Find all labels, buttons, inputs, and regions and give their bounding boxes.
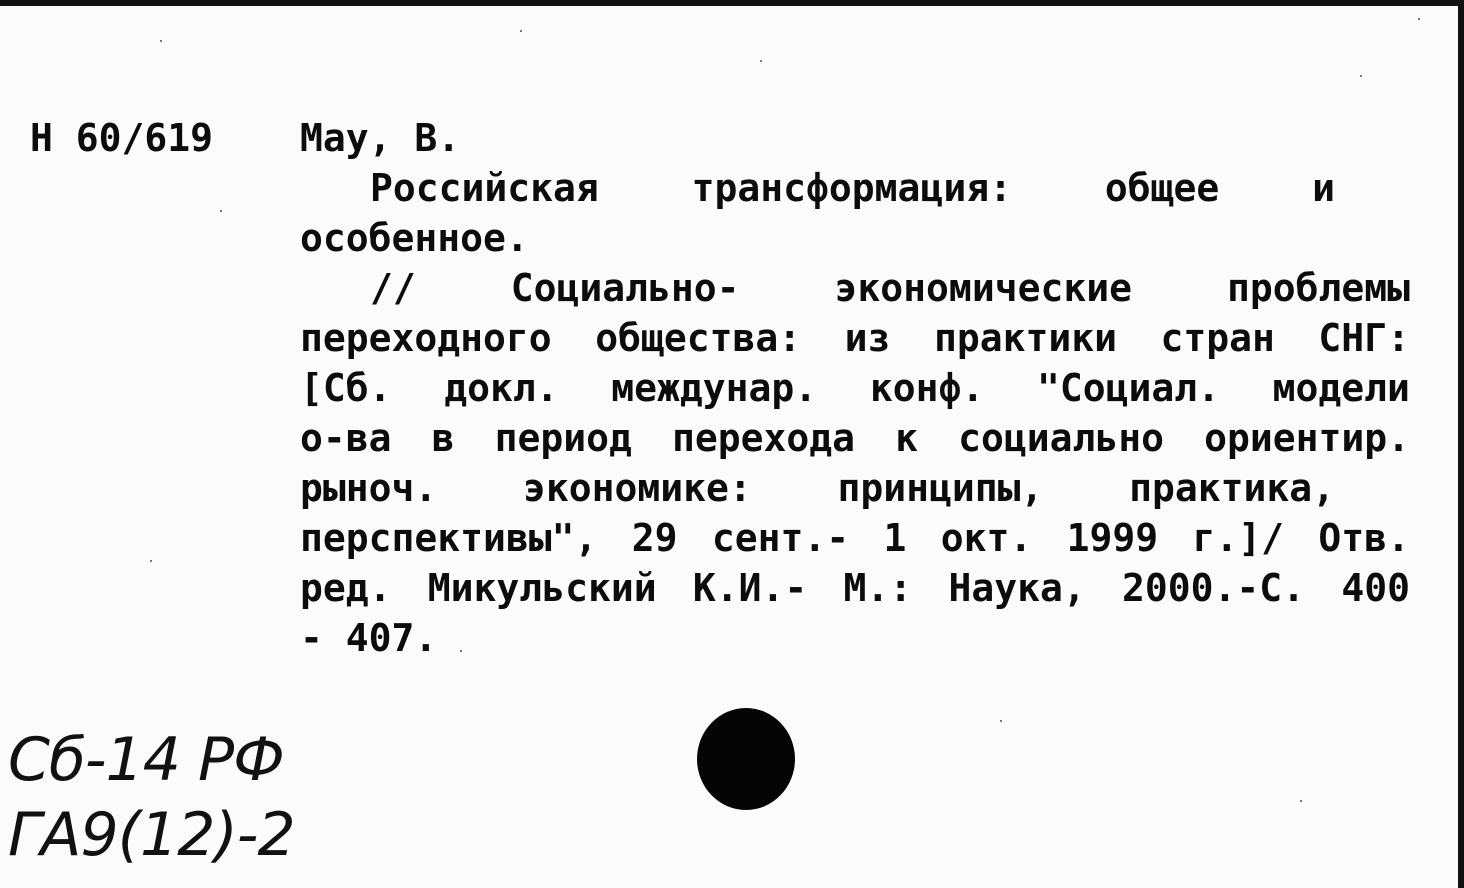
word: 29 (631, 516, 678, 560)
word: докл. (444, 366, 559, 410)
source-line-6 (300, 513, 1410, 563)
source-line-2 (300, 313, 1410, 363)
word: практика, (1129, 466, 1335, 510)
word: экономике: (522, 466, 752, 510)
word: конф. (869, 366, 985, 410)
word: в (431, 416, 455, 460)
scan-speck (1418, 18, 1420, 20)
title-line-1 (300, 163, 1335, 213)
word: стран (1160, 316, 1275, 360)
word: перспективы", (300, 516, 598, 560)
scan-speck (160, 40, 162, 42)
scan-speck (1300, 800, 1302, 802)
word: о-ва (300, 416, 392, 460)
source-line-4 (300, 413, 1410, 463)
source-line-7 (300, 563, 1410, 613)
word: Российская (370, 166, 599, 210)
word: социально (958, 416, 1164, 460)
word: общества: (595, 316, 802, 360)
scan-speck (760, 60, 762, 62)
word: к (895, 416, 918, 460)
handwritten-note-1: Сб-14 РФ (8, 725, 284, 795)
word: проблемы (1226, 266, 1410, 310)
word: из (844, 316, 891, 360)
scan-speck (460, 650, 462, 652)
source-line-3 (300, 363, 1410, 413)
word: трансформация: (691, 166, 1012, 210)
word: 1 (883, 516, 907, 560)
word: 2000.-С. (1122, 566, 1306, 610)
word: Микульский (427, 566, 657, 610)
word: К.И.- (692, 566, 808, 610)
word: экономические (834, 266, 1132, 310)
word: окт. (940, 516, 1033, 560)
scan-speck (220, 210, 222, 212)
handwritten-note-2: ГА9(12)-2 (8, 800, 295, 870)
word: междунар. (611, 366, 818, 410)
source-line-8: - 407. (300, 616, 438, 660)
word: 1999 (1066, 516, 1159, 560)
scan-speck (1360, 75, 1362, 77)
word: и (1312, 166, 1335, 210)
word: // (370, 266, 416, 310)
word: переходного (300, 316, 552, 360)
word: ред. (300, 566, 392, 610)
word: г.]/ (1192, 516, 1285, 560)
shelfmark: Н 60/619 (30, 116, 214, 160)
source-line-1 (300, 263, 1410, 313)
scan-speck (150, 560, 152, 562)
word: Наука, (948, 566, 1086, 610)
word: общее (1104, 166, 1220, 210)
word: сент.- (711, 516, 850, 560)
scan-speck (1000, 720, 1002, 722)
word: практики (933, 316, 1117, 360)
source-line-5 (300, 463, 1335, 513)
word: Отв. (1318, 516, 1410, 560)
title-line-2: особенное. (300, 216, 529, 260)
word: СНГ: (1318, 316, 1410, 360)
word: рыноч. (300, 466, 438, 510)
word: перехода (671, 416, 855, 460)
word: М.: (843, 566, 913, 610)
word: модели (1272, 366, 1410, 410)
author: Мау, В. (300, 116, 461, 160)
word: Социально- (510, 266, 740, 310)
word: ориентир. (1204, 416, 1410, 460)
word: "Социал. (1036, 366, 1220, 410)
scan-speck (520, 30, 522, 32)
word: [Сб. (300, 366, 392, 410)
card-right-edge (1458, 0, 1464, 888)
card-top-edge (0, 0, 1464, 6)
word: принципы, (837, 466, 1044, 510)
word: 400 (1341, 566, 1410, 610)
word: период (494, 416, 632, 460)
punch-hole (697, 708, 795, 810)
